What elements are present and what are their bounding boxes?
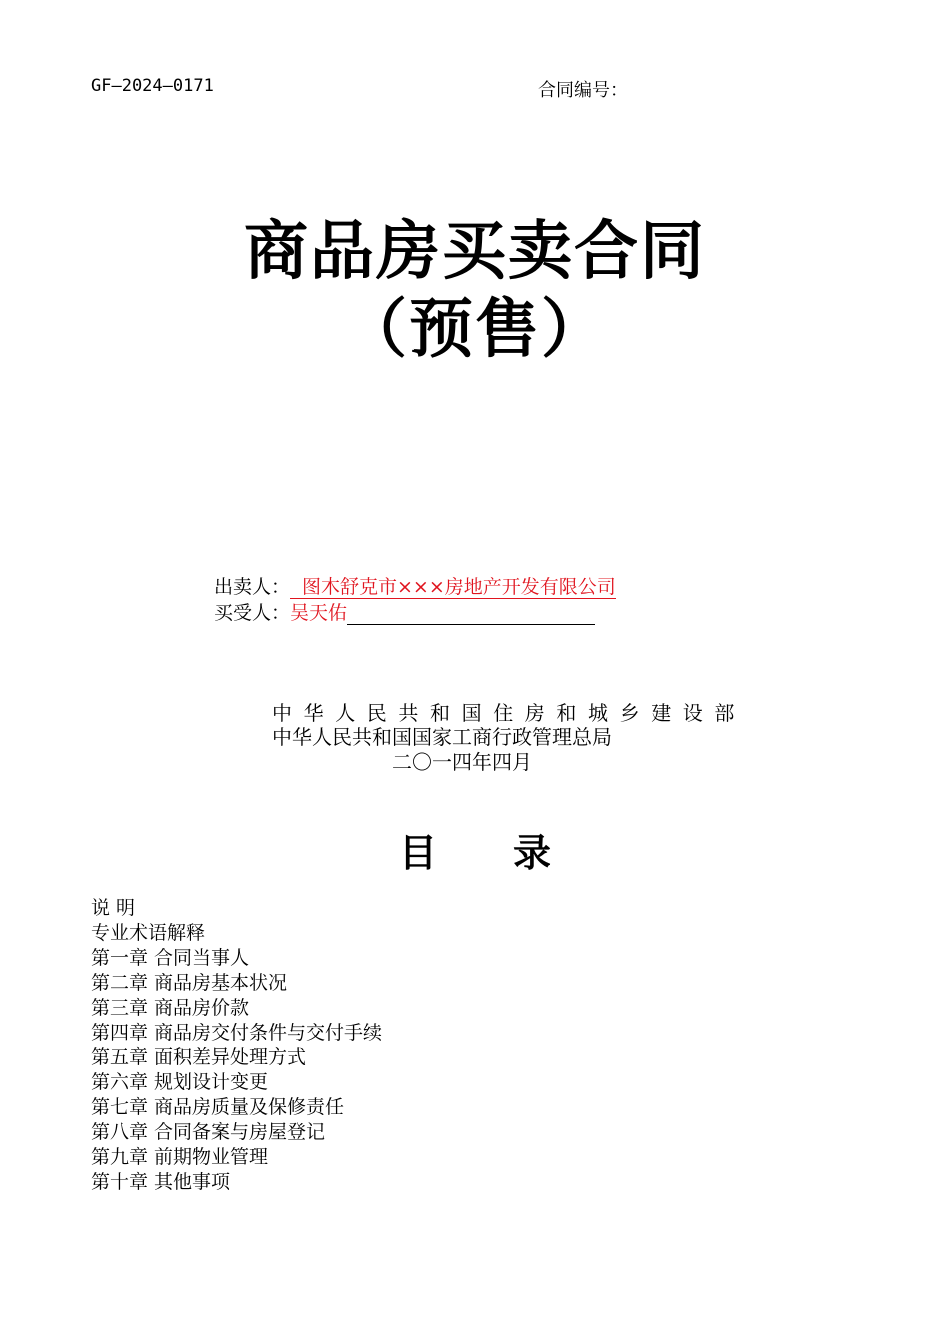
toc-item-chapter-10: 第十章 其他事项	[91, 1170, 231, 1193]
toc-title-left: 目	[398, 831, 437, 875]
toc-item-chapter-8: 第八章 合同备案与房屋登记	[91, 1121, 326, 1144]
seller-row	[214, 572, 616, 599]
contract-title: 商品房买卖合同	[244, 215, 706, 289]
toc-item-chapter-6: 第六章 规划设计变更	[91, 1071, 269, 1094]
buyer-value: 吴天佑	[290, 602, 348, 624]
toc-title	[0, 822, 950, 877]
toc-item-explanation: 说 明	[91, 897, 136, 919]
seller-value: 图木舒克市×××房地产开发有限公司	[290, 576, 616, 599]
buyer-label: 买受人：	[214, 602, 291, 624]
toc-item-chapter-5: 第五章 面积差异处理方式	[91, 1046, 307, 1069]
toc-title-right: 录	[513, 831, 552, 875]
issuer-ministry: 中华人民共和国住房和城乡建设部	[272, 701, 746, 725]
toc-item-chapter-1: 第一章 合同当事人	[91, 946, 250, 969]
contract-number-label: 合同编号：	[538, 80, 628, 101]
toc-item-chapter-7: 第七章 商品房质量及保修责任	[91, 1096, 345, 1119]
buyer-fill-line	[347, 602, 595, 625]
contract-subtitle: （预售）	[343, 293, 607, 367]
buyer-row	[214, 598, 595, 625]
toc-list	[91, 896, 382, 1195]
form-code: GF—2024—0171	[91, 76, 214, 96]
toc-item-chapter-9: 第九章 前期物业管理	[91, 1146, 269, 1169]
seller-label: 出卖人：	[214, 576, 291, 598]
toc-item-chapter-3: 第三章 商品房价款	[91, 996, 250, 1019]
toc-item-chapter-4: 第四章 商品房交付条件与交付手续	[91, 1021, 383, 1044]
issuer-administration: 中华人民共和国国家工商行政管理总局	[272, 725, 612, 749]
toc-item-chapter-2: 第二章 商品房基本状况	[91, 971, 288, 994]
issue-date: 二〇一四年四月	[392, 750, 532, 774]
toc-item-terms: 专业术语解释	[91, 921, 206, 944]
